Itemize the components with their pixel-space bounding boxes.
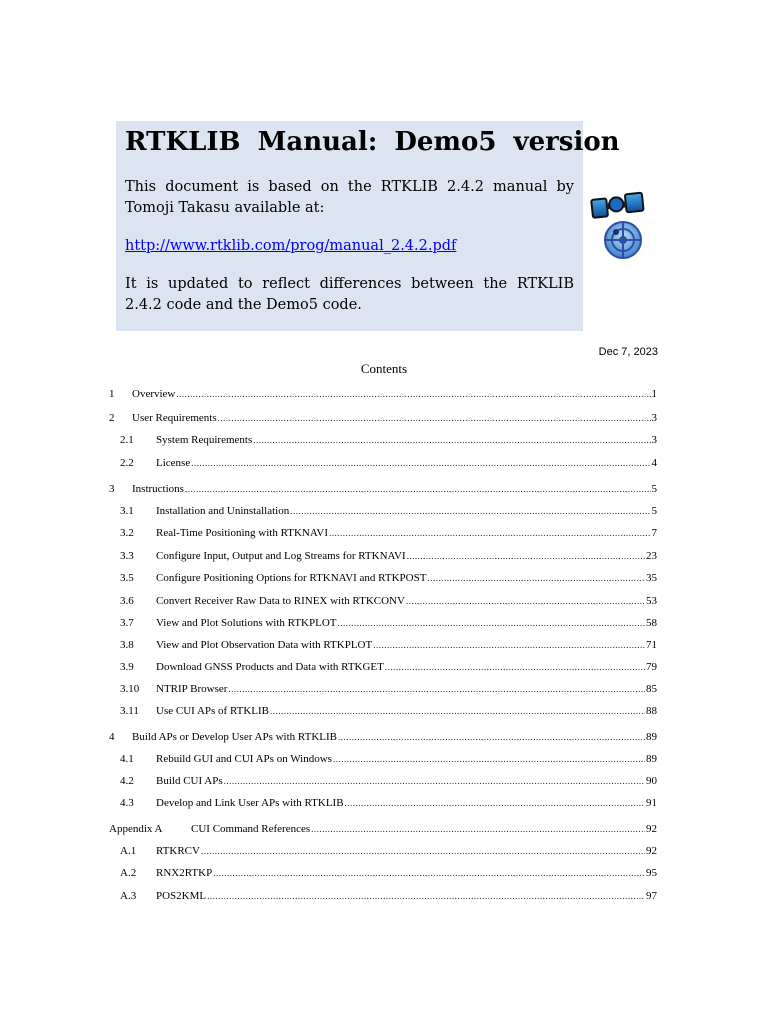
- toc-dot-leader: [373, 640, 645, 650]
- toc-entry-number: 1: [109, 388, 115, 400]
- toc-entry[interactable]: [109, 890, 657, 904]
- toc-entry-page: 85: [646, 683, 657, 695]
- toc-entry-number: 2: [109, 412, 115, 424]
- toc-entry-number: 3.2: [120, 527, 134, 539]
- toc-entry[interactable]: [109, 483, 657, 497]
- toc-entry-label: Rebuild GUI and CUI APs on Windows: [156, 753, 332, 765]
- toc-entry-label: Configure Positioning Options for RTKNAVI and RTKPOST: [156, 572, 427, 584]
- toc-dot-leader: [191, 458, 650, 468]
- toc-entry-label: Installation and Uninstallation: [156, 505, 290, 517]
- toc-dot-leader: [228, 684, 645, 694]
- toc-entry-number: Appendix A: [109, 823, 163, 835]
- toc-entry[interactable]: [109, 797, 657, 811]
- toc-entry[interactable]: [109, 661, 657, 675]
- document-title: RTKLIB Manual: Demo5 version: [125, 127, 620, 157]
- toc-entry-page: 7: [651, 527, 657, 539]
- toc-entry-label: Use CUI APs of RTKLIB: [156, 705, 270, 717]
- toc-dot-leader: [345, 798, 645, 808]
- toc-entry-label: View and Plot Solutions with RTKPLOT: [156, 617, 337, 629]
- toc-dot-leader: [333, 754, 645, 764]
- toc-entry-label: NTRIP Browser: [156, 683, 228, 695]
- toc-entry-label: License: [156, 457, 191, 469]
- toc-entry-page: 58: [646, 617, 657, 629]
- toc-dot-leader: [311, 824, 645, 834]
- toc-dot-leader: [270, 706, 645, 716]
- toc-dot-leader: [224, 776, 645, 786]
- toc-dot-leader: [207, 891, 645, 901]
- toc-dot-leader: [338, 618, 646, 628]
- toc-entry-number: A.2: [120, 867, 137, 879]
- toc-dot-leader: [406, 596, 645, 606]
- contents-heading: Contents: [360, 361, 408, 376]
- toc-entry-page: 23: [646, 550, 657, 562]
- satellite-antenna-logo-icon: [590, 190, 650, 260]
- toc-dot-leader: [338, 732, 645, 742]
- toc-entry-label: Real-Time Positioning with RTKNAVI: [156, 527, 328, 539]
- toc-entry-page: 1: [651, 388, 657, 400]
- toc-entry-number: 3.6: [120, 595, 134, 607]
- toc-entry-label: POS2KML: [156, 890, 207, 902]
- toc-entry[interactable]: [109, 457, 657, 471]
- toc-entry[interactable]: [109, 412, 657, 426]
- toc-dot-leader: [253, 435, 650, 445]
- manual-link[interactable]: http://www.rtklib.com/prog/manual_2.4.2.pdf: [125, 238, 457, 254]
- toc-entry[interactable]: [109, 753, 657, 767]
- toc-entry[interactable]: [109, 705, 657, 719]
- update-paragraph: It is updated to reflect differences between the RTKLIB 2.4.2 code and the Demo5 code.: [125, 276, 574, 313]
- toc-entry-number: 2.2: [120, 457, 134, 469]
- toc-entry-page: 92: [646, 845, 657, 857]
- toc-dot-leader: [176, 389, 650, 399]
- toc-entry-number: 4.3: [120, 797, 134, 809]
- toc-entry-page: 3: [651, 434, 657, 446]
- toc-dot-leader: [427, 573, 645, 583]
- toc-entry-page: 79: [646, 661, 657, 673]
- toc-entry[interactable]: [109, 775, 657, 789]
- toc-entry[interactable]: [109, 388, 657, 402]
- toc-entry-page: 92: [646, 823, 657, 835]
- toc-dot-leader: [385, 662, 645, 672]
- toc-entry-label: Configure Input, Output and Log Streams for RTKNAVI: [156, 550, 406, 562]
- toc-entry[interactable]: [109, 572, 657, 586]
- toc-entry-page: 53: [646, 595, 657, 607]
- toc-entry-page: 5: [651, 483, 657, 495]
- toc-entry-page: 89: [646, 753, 657, 765]
- toc-entry-number: 4: [109, 731, 115, 743]
- toc-entry-label: Develop and Link User APs with RTKLIB: [156, 797, 344, 809]
- toc-entry[interactable]: [109, 845, 657, 859]
- toc-entry-page: 5: [651, 505, 657, 517]
- toc-entry-number: 3.11: [120, 705, 139, 717]
- toc-entry-label: RTKRCV: [156, 845, 200, 857]
- toc-entry-page: 88: [646, 705, 657, 717]
- toc-entry[interactable]: [109, 731, 657, 745]
- toc-entry[interactable]: [109, 550, 657, 564]
- toc-entry-label: Instructions: [132, 483, 184, 495]
- toc-entry-number: A.3: [120, 890, 137, 902]
- toc-entry[interactable]: [109, 505, 657, 519]
- toc-entry[interactable]: [109, 595, 657, 609]
- toc-entry-label: Build APs or Develop User APs with RTKLIB: [132, 731, 337, 743]
- toc-entry[interactable]: [109, 527, 657, 541]
- toc-entry-page: 95: [646, 867, 657, 879]
- toc-entry-label: View and Plot Observation Data with RTKPLOT: [156, 639, 373, 651]
- document-date: Dec 7, 2023: [598, 346, 658, 358]
- toc-entry-number: 4.2: [120, 775, 134, 787]
- toc-entry-number: 3.3: [120, 550, 134, 562]
- toc-entry-number: 3.7: [120, 617, 134, 629]
- toc-entry-label: RNX2RTKP: [156, 867, 213, 879]
- toc-entry-number: A.1: [120, 845, 137, 857]
- toc-entry[interactable]: [109, 867, 657, 881]
- toc-dot-leader: [185, 484, 651, 494]
- toc-entry-label: Overview: [132, 388, 176, 400]
- toc-entry-number: 3.8: [120, 639, 134, 651]
- toc-entry-page: 4: [651, 457, 657, 469]
- toc-entry-page: 90: [646, 775, 657, 787]
- toc-dot-leader: [407, 551, 645, 561]
- toc-entry-number: 3.1: [120, 505, 134, 517]
- toc-entry-number: 3: [109, 483, 115, 495]
- toc-entry[interactable]: [109, 823, 657, 837]
- toc-dot-leader: [290, 506, 650, 516]
- toc-entry-page: 89: [646, 731, 657, 743]
- toc-entry-number: 3.10: [120, 683, 140, 695]
- intro-paragraph: This document is based on the RTKLIB 2.4.2 manual by Tomoji Takasu available at:: [125, 179, 574, 216]
- toc-dot-leader: [218, 413, 651, 423]
- toc-entry-page: 71: [646, 639, 657, 651]
- toc-entry[interactable]: [109, 683, 657, 697]
- toc-entry-label: User Requirements: [132, 412, 217, 424]
- toc-entry-label: Build CUI APs: [156, 775, 223, 787]
- toc-entry-label: Convert Receiver Raw Data to RINEX with RTKCONV: [156, 595, 405, 607]
- toc-entry[interactable]: [109, 639, 657, 653]
- toc-dot-leader: [201, 846, 645, 856]
- toc-entry-page: 3: [651, 412, 657, 424]
- toc-entry-page: 35: [646, 572, 657, 584]
- toc-dot-leader: [213, 868, 645, 878]
- toc-entry[interactable]: [109, 617, 657, 631]
- toc-entry[interactable]: [109, 434, 657, 448]
- toc-entry-number: 2.1: [120, 434, 134, 446]
- title-box: [116, 121, 620, 331]
- toc-entry-page: 97: [646, 890, 657, 902]
- toc-entry-number: 3.9: [120, 661, 134, 673]
- toc-dot-leader: [329, 528, 651, 538]
- toc-entry-label: CUI Command References: [191, 823, 311, 835]
- toc-entry-label: System Requirements: [156, 434, 253, 446]
- toc-entry-number: 4.1: [120, 753, 134, 765]
- toc-entry-page: 91: [646, 797, 657, 809]
- toc-entry-label: Download GNSS Products and Data with RTKGET: [156, 661, 384, 673]
- toc-entry-number: 3.5: [120, 572, 134, 584]
